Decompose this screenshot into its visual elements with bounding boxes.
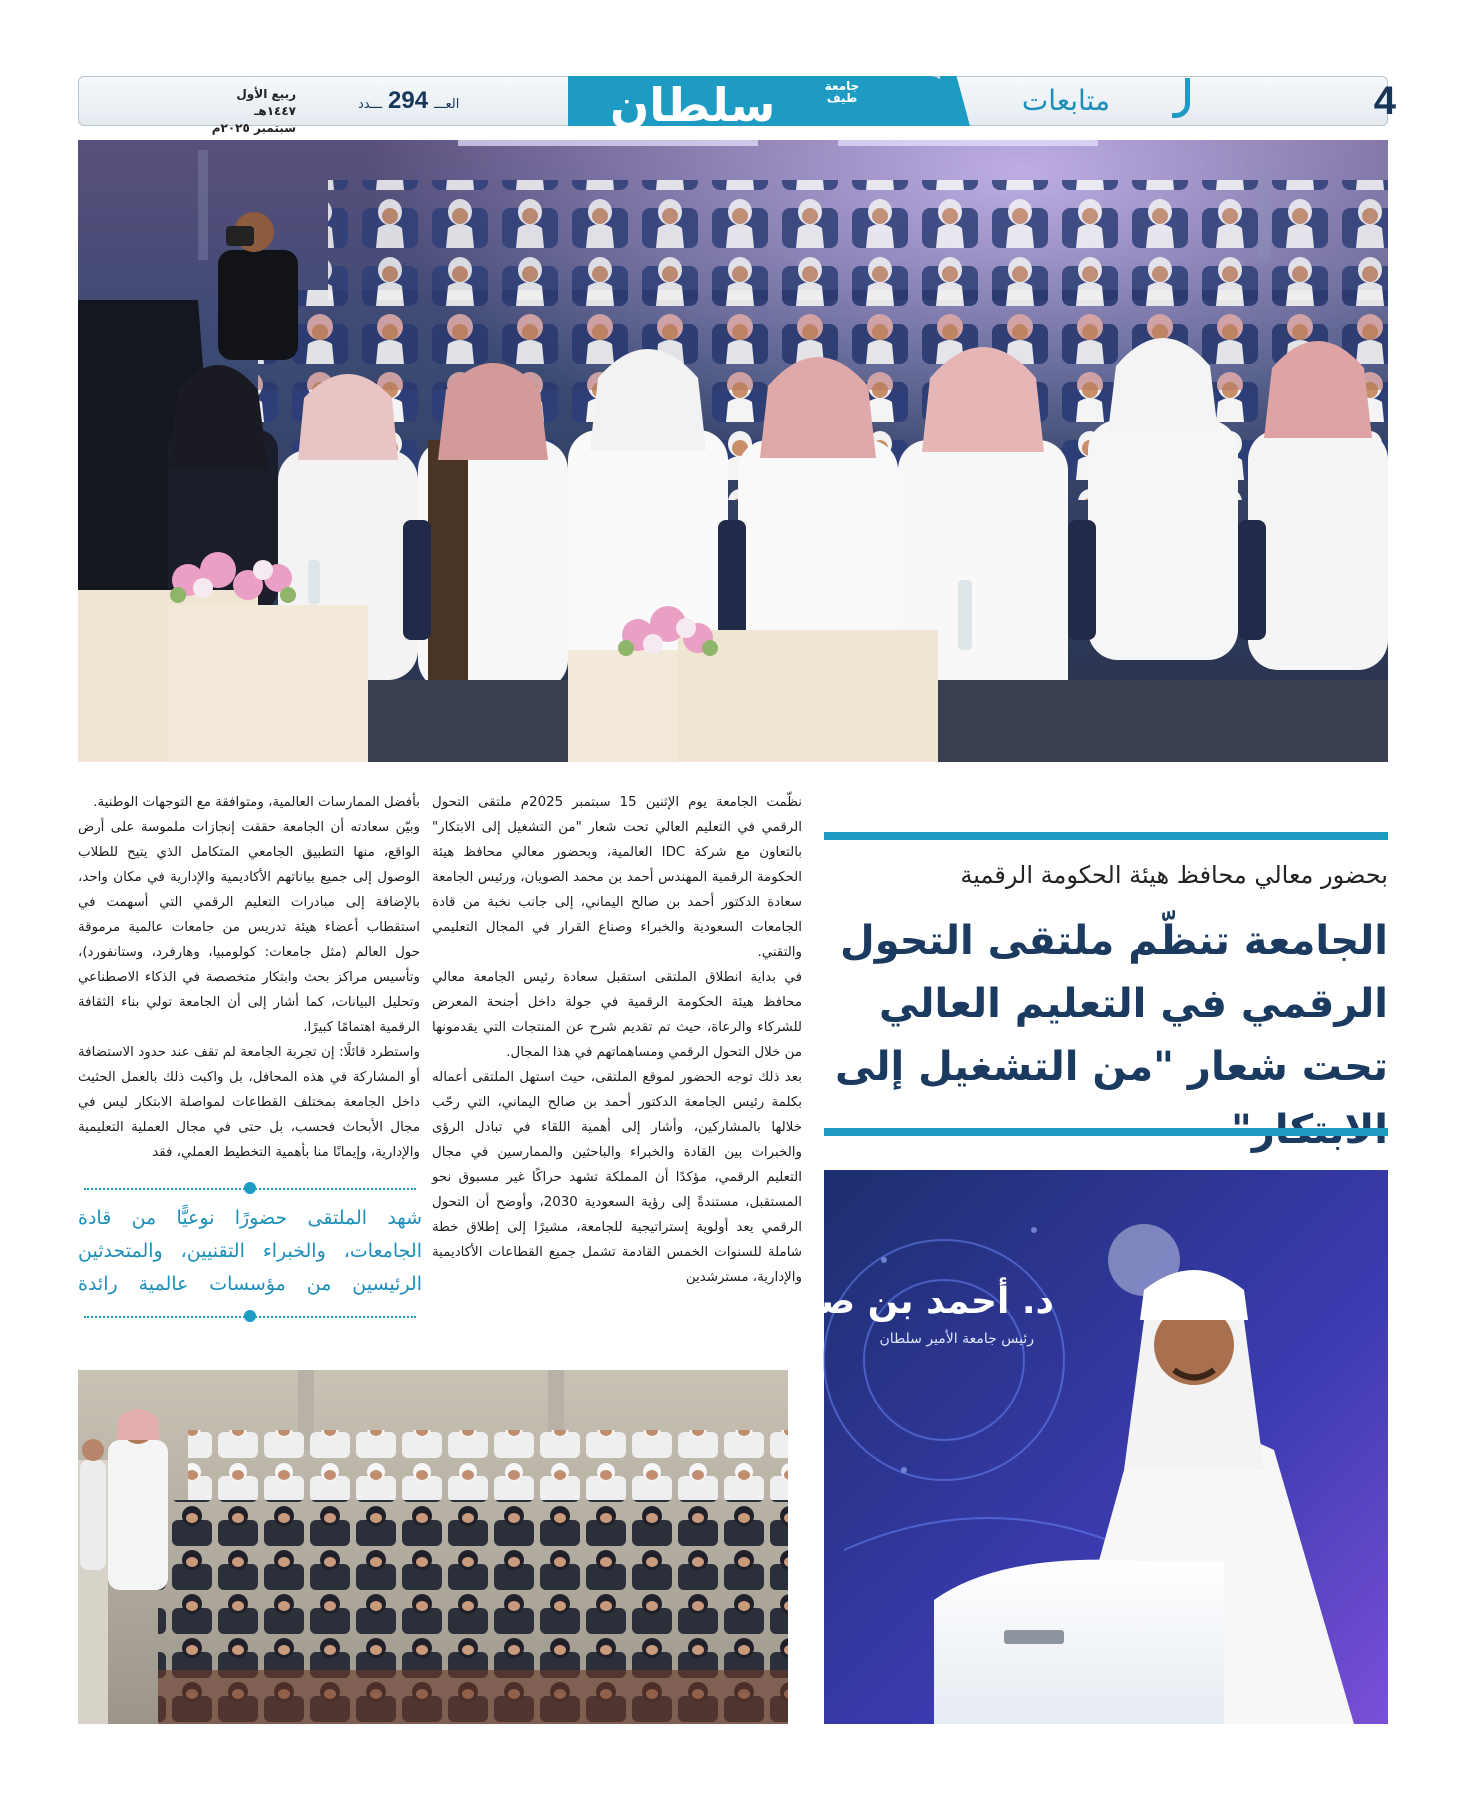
speaker-photo xyxy=(711,1170,1388,1724)
headline-rule-top xyxy=(824,832,1388,840)
article-column-1 xyxy=(432,790,802,1290)
speaker-illustration xyxy=(824,1170,1388,1724)
headline-rule-bottom xyxy=(824,1128,1388,1136)
presenter-figure xyxy=(108,1409,168,1590)
pull-quote-dot-icon xyxy=(244,1182,256,1194)
screen-speaker-name: د. أحمد بن صالح ال xyxy=(711,1281,1054,1322)
pull-quote: شهد الملتقى حضورًا نوعيًّا من قادة الجامعات، والخبراء التقنيين، والمتحدثين الرئيسين من مؤسسات عالمية رائدة xyxy=(78,1207,422,1295)
masthead-logo: سلطان xyxy=(610,78,776,132)
issue-number-block xyxy=(358,88,459,114)
article-headline: الجامعة تنظّم ملتقى التحول الرقمي في التعليم العالي تحت شعار "من التشغيل إلى xyxy=(834,918,1388,1090)
article-paragraph: واستطرد قائلًا: إن تجربة الجامعة لم تقف عند حدود الاستضافة أو المشاركة في هذه المحافل، بل واكبت ذلك بالعمل الحثيث داخل الجامعة بمختلف القطاعات لمواصلة الابتكار ليس في مجال الأبحاث فحسب، بل حتى في مجال العملية التعليمية والإدارية، وإيمانًا منا بأهمية التخطيط العملي، فقد xyxy=(78,1045,420,1160)
screen-speaker-title: رئيس جامعة الأمير سلطان xyxy=(879,1331,1034,1347)
article-paragraph: وبيّن سعادته أن الجامعة حققت إنجازات ملموسة على أرض الواقع، منها التطبيق الجامعي المتكامل الذي يتيح للطلاب الوصول إلى جميع بياناتهم الأكاديمية والإدارية في مكان واحد، بالإضافة إلى مبادرات التعليم الرقمي التي أسهمت في استقطاب أعضاء هيئة تدريس من جامعات عالمية مرموقة حول العالم (مثل جامعات: كولومبيا، وهارفرد، وستانفورد)، وتأسيس مراكز بحث وابتكار متخصصة في الذكاء الاصطناعي وتحليل البيانات، كما أشار إلى أن الجامعة تولي بناء الثقافة الرقمية اهتمامًا كبيرًا. xyxy=(78,820,420,1035)
issue-label: العـــ xyxy=(434,97,460,112)
article-paragraph: بأفضل الممارسات العالمية، ومتوافقة مع التوجهات الوطنية. xyxy=(93,795,420,810)
page-number-bracket xyxy=(1172,78,1190,118)
main-photo-auditorium xyxy=(78,140,1388,762)
masthead-logo-small: جامعة طيف xyxy=(824,79,860,105)
date-gregorian: سبتمبر ٢٠٢٥م xyxy=(211,121,296,135)
issue-suffix: ـــدد xyxy=(358,97,383,112)
section-label: متابعات xyxy=(1021,84,1110,117)
students-illustration xyxy=(78,1370,788,1724)
issue-number: 294 xyxy=(388,87,429,114)
article-column-2 xyxy=(78,790,420,1165)
article-paragraph: في بداية انطلاق الملتقى استقبل سعادة رئيس الجامعة معالي محافظ هيئة الحكومة الرقمية في جولة داخل أجنحة المعرض للشركاء والرعاة، حيث تم تقديم شرح عن المنتجات التي يقدمونها من خلال التحول الرقمي ومساهماتهم في هذا المجال. xyxy=(432,970,802,1060)
auditorium-illustration xyxy=(78,140,1388,762)
article-paragraph: نظّمت الجامعة يوم الإثنين 15 سبتمبر 2025م ملتقى التحول الرقمي في التعليم العالي تحت شعار "من التشغيل إلى الابتكار" بالتعاون مع شركة IDC العالمية، وبحضور معالي محافظ هيئة الحكومة الرقمية المهندس أحمد بن محمد الصويان، ورئيس الجامعة سعادة الدكتور أحمد بن صالح اليماني، إلى جانب نخبة من قادة الجامعات السعودية والخبراء وصناع القرار في المجال التعليمي والتقني. xyxy=(432,795,803,960)
pull-quote-dot-icon xyxy=(244,1310,256,1322)
page-number: 4 xyxy=(1373,79,1396,123)
article-paragraph: بعد ذلك توجه الحضور لموقع الملتقى، حيث استهل الملتقى أعماله بكلمة رئيس الجامعة الدكتور أحمد بن صالح اليماني، التي رحّب خلالها بالمشاركين، وأشار إلى أهمية اللقاء في تبادل الرؤى والخبرات بين القادة والخبراء والباحثين والممارسين في مجال التعليم الرقمي، مؤكدًا أن المملكة تشهد حراكًا غير مسبوق نحو المستقبل، مستندةً إلى رؤية السعودية 2030، وأوضح أن التحول الرقمي يعد أولوية إستراتيجية للجامعة، مشيرًا إلى إطلاق خطة شاملة للسنوات الخمس القادمة تشمل جميع القطاعات الأكاديمية والإدارية، مسترشدين xyxy=(432,1070,802,1285)
article-subheadline: بحضور معالي محافظ هيئة الحكومة الرقمية xyxy=(960,861,1388,889)
date-hijri: ربيع الأول ١٤٤٧هـ xyxy=(236,87,296,118)
students-photo xyxy=(78,1370,788,1724)
issue-date xyxy=(196,86,296,137)
